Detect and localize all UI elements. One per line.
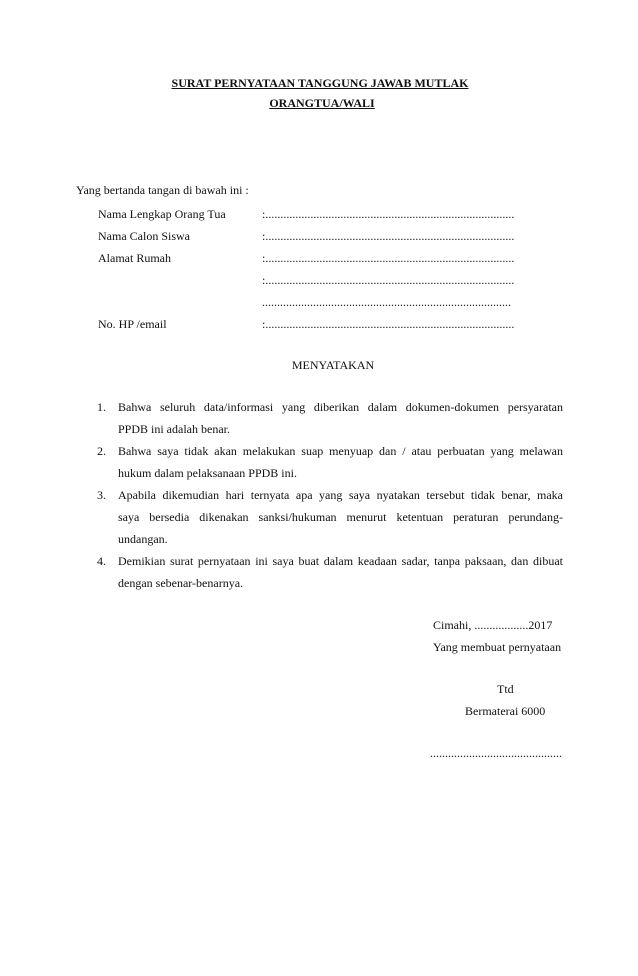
statement-1-line1: Bahwa seluruh data/informasi yang diberikan dalam dokumen-dokumen persyaratan: [118, 400, 563, 414]
address-value-line1: :...................................................................................: [262, 251, 515, 265]
contact-label: No. HP /email: [98, 317, 167, 331]
statement-2-line1: Bahwa saya tidak akan melakukan suap menyuap dan / atau perbuatan yang melawan: [118, 444, 563, 458]
intro-text: Yang bertanda tangan di bawah ini :: [76, 183, 249, 197]
parent-name-value: :...................................................................................: [262, 207, 515, 221]
student-name-value: :...................................................................................: [262, 229, 515, 243]
statement-3-line1: Apabila dikemudian hari ternyata apa yang saya nyatakan tersebut tidak benar, maka: [118, 488, 563, 502]
ttd-label: Ttd: [497, 682, 514, 696]
statement-3-line2: saya bersedia dikenakan sanksi/hukuman menurut ketentuan peraturan perundang-: [118, 510, 563, 524]
declaration-heading: MENYATAKAN: [291, 358, 375, 372]
statement-1-number: 1.: [97, 400, 106, 414]
signature-name-line: ............................................: [430, 746, 562, 760]
address-value-line3: ...................................................................................: [262, 295, 511, 309]
statement-3-line3: undangan.: [118, 532, 168, 546]
statement-2-number: 2.: [97, 444, 106, 458]
statement-3-number: 3.: [97, 488, 106, 502]
address-label: Alamat Rumah: [98, 251, 171, 265]
student-name-label: Nama Calon Siswa: [98, 229, 190, 243]
parent-name-label: Nama Lengkap Orang Tua: [98, 207, 226, 221]
document-title-line2: ORANGTUA/WALI: [269, 96, 375, 110]
address-value-line2: :...................................................................................: [262, 273, 515, 287]
statement-4-line2: dengan sebenar-benarnya.: [118, 576, 244, 590]
statement-1-line2: PPDB ini adalah benar.: [118, 422, 230, 436]
statement-4-line1: Demikian surat pernyataan ini saya buat dalam keadaan sadar, tanpa paksaan, dan dibuat: [118, 554, 563, 568]
signature-maker-label: Yang membuat pernyataan: [433, 640, 562, 654]
stamp-label: Bermaterai 6000: [465, 704, 546, 718]
place-date: Cimahi, ..................2017: [433, 618, 553, 632]
statement-2-line2: hukum dalam pelaksanaan PPDB ini.: [118, 466, 297, 480]
document-title-line1: SURAT PERNYATAAN TANGGUNG JAWAB MUTLAK: [171, 76, 469, 90]
contact-value: :...................................................................................: [262, 317, 515, 331]
statement-4-number: 4.: [97, 554, 106, 568]
